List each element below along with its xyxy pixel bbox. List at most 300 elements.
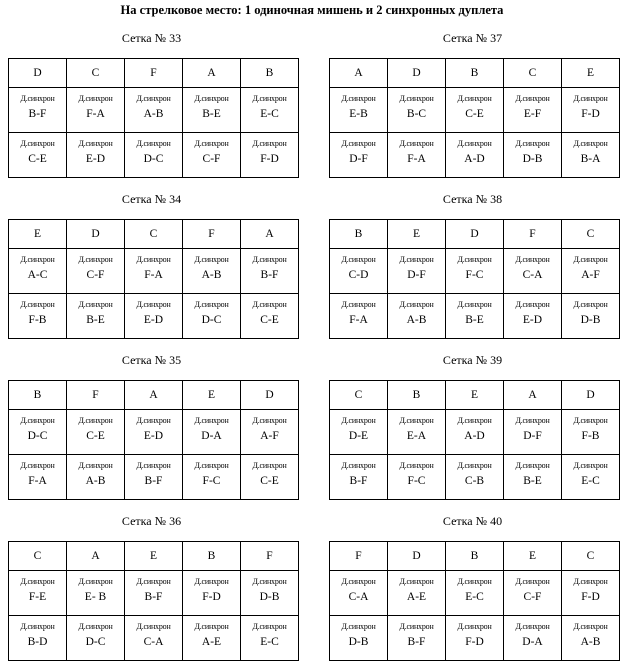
doublet-label: Д.синхрон	[20, 416, 55, 425]
single-target-row	[330, 220, 620, 249]
doublet-value: D-F	[407, 269, 426, 281]
doublet-value: B-F	[260, 269, 279, 281]
single-target-cell: E	[183, 381, 241, 410]
grid-block	[8, 353, 295, 500]
doublet-cell	[504, 294, 562, 339]
doublet-value: B-D	[27, 636, 48, 648]
doublet-row	[9, 410, 299, 455]
doublet-label: Д.синхрон	[78, 416, 113, 425]
doublet-value: A-F	[260, 430, 279, 442]
doublet-cell	[183, 410, 241, 455]
grid-table	[8, 380, 299, 500]
doublet-value: E-D	[143, 430, 164, 442]
doublet-cell	[125, 88, 183, 133]
doublet-cell	[330, 616, 388, 661]
doublet-row	[330, 249, 620, 294]
doublet-cell	[562, 410, 620, 455]
doublet-value: D-E	[348, 430, 369, 442]
doublet-label: Д.синхрон	[136, 461, 171, 470]
doublet-cell	[67, 455, 125, 500]
doublet-cell	[241, 88, 299, 133]
doublet-cell	[125, 133, 183, 178]
doublet-row	[9, 571, 299, 616]
grid-block	[8, 514, 295, 661]
single-target-cell: D	[446, 220, 504, 249]
doublet-cell	[183, 455, 241, 500]
single-target-cell: E	[504, 542, 562, 571]
single-target-cell: D	[562, 381, 620, 410]
doublet-row	[9, 294, 299, 339]
doublet-label: Д.синхрон	[136, 255, 171, 264]
doublet-value: F-D	[260, 153, 279, 165]
doublet-value: B-E	[86, 314, 105, 326]
doublet-label: Д.синхрон	[252, 416, 287, 425]
doublet-cell	[125, 410, 183, 455]
doublet-value: A-E	[406, 591, 427, 603]
single-target-cell: C	[67, 59, 125, 88]
doublet-label: Д.синхрон	[341, 139, 376, 148]
doublet-value: D-B	[348, 636, 369, 648]
doublet-value: F-A	[144, 269, 163, 281]
single-target-cell: D	[241, 381, 299, 410]
doublet-label: Д.синхрон	[457, 461, 492, 470]
grid-table	[8, 58, 299, 178]
doublet-cell	[241, 133, 299, 178]
doublet-cell	[388, 294, 446, 339]
doublet-value: D-F	[349, 153, 368, 165]
doublet-cell	[446, 616, 504, 661]
doublet-value: E-D	[522, 314, 543, 326]
doublet-cell	[241, 249, 299, 294]
doublet-value: F-C	[465, 269, 484, 281]
doublet-value: D-B	[522, 153, 543, 165]
doublet-value: B-A	[580, 153, 601, 165]
grid-block	[8, 31, 295, 178]
doublet-label: Д.синхрон	[78, 622, 113, 631]
doublet-cell	[183, 88, 241, 133]
doublet-value: F-C	[202, 475, 221, 487]
doublet-row	[9, 455, 299, 500]
doublet-label: Д.синхрон	[457, 416, 492, 425]
grid-title: Сетка № 33	[121, 31, 182, 45]
single-target-cell: B	[241, 59, 299, 88]
doublet-label: Д.синхрон	[457, 139, 492, 148]
doublet-label: Д.синхрон	[399, 622, 434, 631]
doublet-label: Д.синхрон	[341, 416, 376, 425]
doublet-label: Д.синхрон	[194, 255, 229, 264]
doublet-label: Д.синхрон	[78, 255, 113, 264]
doublet-label: Д.синхрон	[399, 139, 434, 148]
doublet-label: Д.синхрон	[341, 622, 376, 631]
doublet-cell	[446, 88, 504, 133]
doublet-value: C-E	[465, 108, 484, 120]
doublet-label: Д.синхрон	[573, 300, 608, 309]
doublet-value: E-B	[349, 108, 368, 120]
doublet-value: D-C	[143, 153, 164, 165]
doublet-label: Д.синхрон	[341, 461, 376, 470]
doublet-value: F-B	[28, 314, 47, 326]
doublet-value: D-A	[522, 636, 543, 648]
doublet-label: Д.синхрон	[20, 255, 55, 264]
doublet-label: Д.синхрон	[457, 94, 492, 103]
doublet-row	[330, 616, 620, 661]
doublet-label: Д.синхрон	[194, 461, 229, 470]
doublet-cell	[183, 294, 241, 339]
doublet-label: Д.синхрон	[573, 461, 608, 470]
doublet-value: F-B	[581, 430, 600, 442]
doublet-value: D-B	[580, 314, 601, 326]
single-target-cell: F	[125, 59, 183, 88]
doublet-value: D-B	[259, 591, 280, 603]
doublet-label: Д.синхрон	[194, 300, 229, 309]
doublet-cell	[67, 410, 125, 455]
doublet-value: B-F	[144, 475, 163, 487]
grid-title: Сетка № 34	[121, 192, 182, 206]
doublet-cell	[183, 571, 241, 616]
doublet-label: Д.синхрон	[399, 416, 434, 425]
page-title: На стрелковое место: 1 одиночная мишень и 2 синхронных дуплета	[120, 3, 504, 17]
doublet-row	[330, 133, 620, 178]
doublet-cell	[330, 133, 388, 178]
doublet-value: F-E	[28, 591, 47, 603]
doublet-cell	[330, 294, 388, 339]
doublet-label: Д.синхрон	[78, 139, 113, 148]
doublet-value: E-C	[260, 636, 279, 648]
grid-title: Сетка № 36	[121, 514, 182, 528]
doublet-cell	[446, 571, 504, 616]
doublet-cell	[183, 133, 241, 178]
doublet-value: C-E	[28, 153, 47, 165]
doublet-cell	[125, 249, 183, 294]
doublet-cell	[504, 455, 562, 500]
single-target-cell: D	[9, 59, 67, 88]
doublet-cell	[241, 616, 299, 661]
doublet-cell	[504, 410, 562, 455]
single-target-cell: E	[562, 59, 620, 88]
grid-table	[329, 58, 620, 178]
single-target-cell: F	[183, 220, 241, 249]
doublet-label: Д.синхрон	[515, 94, 550, 103]
doublet-value: C-B	[464, 475, 485, 487]
doublet-label: Д.синхрон	[341, 255, 376, 264]
doublet-row	[9, 88, 299, 133]
doublet-cell	[562, 133, 620, 178]
doublet-value: E-C	[260, 108, 279, 120]
doublet-value: C-D	[348, 269, 369, 281]
doublet-label: Д.синхрон	[515, 622, 550, 631]
doublet-label: Д.синхрон	[78, 577, 113, 586]
doublet-value: F-A	[28, 475, 47, 487]
doublet-label: Д.синхрон	[341, 300, 376, 309]
doublet-cell	[446, 133, 504, 178]
doublet-value: B-E	[465, 314, 484, 326]
doublet-value: E-C	[465, 591, 484, 603]
doublet-label: Д.синхрон	[78, 461, 113, 470]
doublet-cell	[67, 88, 125, 133]
single-target-cell: C	[125, 220, 183, 249]
single-target-cell: C	[504, 59, 562, 88]
single-target-cell: B	[9, 381, 67, 410]
doublet-label: Д.синхрон	[399, 577, 434, 586]
doublet-value: C-E	[260, 314, 279, 326]
doublet-label: Д.синхрон	[515, 300, 550, 309]
grid-title: Сетка № 40	[442, 514, 503, 528]
doublet-label: Д.синхрон	[252, 461, 287, 470]
doublet-value: F-D	[581, 591, 600, 603]
single-target-cell: A	[241, 220, 299, 249]
doublet-value: C-E	[260, 475, 279, 487]
doublet-label: Д.синхрон	[78, 94, 113, 103]
doublet-label: Д.синхрон	[573, 94, 608, 103]
doublet-cell	[125, 616, 183, 661]
doublet-row	[330, 455, 620, 500]
single-target-cell: D	[388, 59, 446, 88]
grid-table	[329, 219, 620, 339]
doublet-cell	[67, 249, 125, 294]
doublet-value: E-D	[85, 153, 106, 165]
single-target-cell: B	[446, 59, 504, 88]
grid-title: Сетка № 35	[121, 353, 182, 367]
doublet-cell	[388, 88, 446, 133]
single-target-cell: A	[330, 59, 388, 88]
doublet-cell	[388, 571, 446, 616]
single-target-row	[330, 381, 620, 410]
doublet-label: Д.синхрон	[252, 577, 287, 586]
doublet-cell	[388, 133, 446, 178]
doublet-cell	[330, 571, 388, 616]
doublet-value: A-B	[580, 636, 601, 648]
grid-block	[329, 31, 616, 178]
doublet-label: Д.синхрон	[20, 577, 55, 586]
doublet-label: Д.синхрон	[399, 300, 434, 309]
doublet-cell	[125, 294, 183, 339]
doublet-cell	[388, 616, 446, 661]
single-target-cell: B	[183, 542, 241, 571]
grid-table	[329, 380, 620, 500]
doublet-label: Д.синхрон	[20, 94, 55, 103]
doublet-value: A-E	[201, 636, 222, 648]
grid-table	[329, 541, 620, 661]
single-target-cell: F	[330, 542, 388, 571]
doublet-cell	[9, 455, 67, 500]
single-target-cell: A	[504, 381, 562, 410]
grid-title: Сетка № 37	[442, 31, 503, 45]
single-target-cell: A	[67, 542, 125, 571]
doublet-cell	[388, 410, 446, 455]
doublet-cell	[125, 455, 183, 500]
doublet-label: Д.синхрон	[252, 94, 287, 103]
doublet-cell	[125, 571, 183, 616]
single-target-cell: A	[183, 59, 241, 88]
doublet-label: Д.синхрон	[457, 300, 492, 309]
doublet-value: F-C	[407, 475, 426, 487]
doublet-label: Д.синхрон	[78, 300, 113, 309]
doublet-value: F-D	[202, 591, 221, 603]
doublet-value: E-F	[523, 108, 542, 120]
doublet-value: D-F	[523, 430, 542, 442]
grid-table	[8, 219, 299, 339]
doublet-cell	[183, 616, 241, 661]
doublet-value: F-D	[465, 636, 484, 648]
doublet-label: Д.синхрон	[20, 300, 55, 309]
doublet-value: E-D	[143, 314, 164, 326]
grid-block	[8, 192, 295, 339]
doublet-value: D-C	[27, 430, 48, 442]
doublet-label: Д.синхрон	[341, 577, 376, 586]
doublet-value: F-A	[407, 153, 426, 165]
doublet-label: Д.синхрон	[194, 139, 229, 148]
doublet-value: D-A	[201, 430, 222, 442]
doublet-cell	[562, 88, 620, 133]
doublet-value: A-D	[464, 153, 485, 165]
doublet-value: D-C	[201, 314, 222, 326]
doublet-cell	[67, 616, 125, 661]
doublet-cell	[9, 294, 67, 339]
single-target-cell: A	[125, 381, 183, 410]
single-target-cell: B	[330, 220, 388, 249]
doublet-cell	[9, 249, 67, 294]
single-target-cell: D	[388, 542, 446, 571]
doublet-label: Д.синхрон	[515, 416, 550, 425]
doublet-value: C-F	[523, 591, 542, 603]
single-target-cell: E	[9, 220, 67, 249]
doublet-cell	[504, 616, 562, 661]
doublet-label: Д.синхрон	[20, 461, 55, 470]
doublet-cell	[9, 88, 67, 133]
doublet-row	[330, 571, 620, 616]
doublet-label: Д.синхрон	[136, 577, 171, 586]
doublet-label: Д.синхрон	[252, 139, 287, 148]
doublet-value: F-D	[581, 108, 600, 120]
grid-table	[8, 541, 299, 661]
doublet-label: Д.синхрон	[252, 622, 287, 631]
doublet-row	[330, 294, 620, 339]
doublet-label: Д.синхрон	[573, 255, 608, 264]
doublet-label: Д.синхрон	[194, 577, 229, 586]
doublet-cell	[67, 133, 125, 178]
grid-block	[329, 514, 616, 661]
doublet-label: Д.синхрон	[457, 577, 492, 586]
doublet-cell	[504, 249, 562, 294]
grid-title: Сетка № 38	[442, 192, 503, 206]
doublet-cell	[446, 410, 504, 455]
doublet-value: B-F	[407, 636, 426, 648]
doublet-value: B-C	[406, 108, 427, 120]
doublet-cell	[446, 294, 504, 339]
single-target-cell: C	[562, 220, 620, 249]
doublet-value: A-B	[85, 475, 106, 487]
doublet-label: Д.синхрон	[573, 577, 608, 586]
doublet-label: Д.синхрон	[515, 461, 550, 470]
doublet-value: A-F	[581, 269, 600, 281]
doublet-value: A-C	[27, 269, 48, 281]
doublet-value: B-F	[144, 591, 163, 603]
grid-block	[329, 192, 616, 339]
doublet-value: C-E	[86, 430, 105, 442]
doublet-value: C-A	[522, 269, 543, 281]
doublet-cell	[67, 294, 125, 339]
single-target-row	[9, 542, 299, 571]
doublet-cell	[388, 249, 446, 294]
doublet-row	[9, 249, 299, 294]
doublet-row	[330, 410, 620, 455]
doublet-label: Д.синхрон	[136, 300, 171, 309]
doublet-cell	[562, 571, 620, 616]
single-target-cell: E	[125, 542, 183, 571]
doublet-label: Д.синхрон	[194, 94, 229, 103]
single-target-row	[9, 381, 299, 410]
doublet-cell	[562, 616, 620, 661]
doublet-value: C-F	[86, 269, 105, 281]
doublet-label: Д.синхрон	[136, 139, 171, 148]
doublet-cell	[9, 616, 67, 661]
doublet-cell	[9, 410, 67, 455]
doublet-cell	[241, 571, 299, 616]
doublet-cell	[330, 410, 388, 455]
doublet-label: Д.синхрон	[20, 139, 55, 148]
doublet-value: B-E	[202, 108, 221, 120]
single-target-cell: C	[330, 381, 388, 410]
doublet-label: Д.синхрон	[252, 300, 287, 309]
single-target-cell: F	[504, 220, 562, 249]
doublet-value: D-C	[85, 636, 106, 648]
doublet-cell	[183, 249, 241, 294]
doublet-label: Д.синхрон	[573, 416, 608, 425]
doublet-value: A-D	[464, 430, 485, 442]
doublet-label: Д.синхрон	[194, 416, 229, 425]
doublet-label: Д.синхрон	[136, 94, 171, 103]
doublet-row	[330, 88, 620, 133]
doublet-value: C-A	[143, 636, 164, 648]
doublet-value: C-A	[348, 591, 369, 603]
doublet-label: Д.синхрон	[136, 416, 171, 425]
doublet-value: C-F	[202, 153, 221, 165]
doublet-value: E-A	[406, 430, 427, 442]
single-target-cell: E	[388, 220, 446, 249]
doublet-cell	[562, 249, 620, 294]
doublet-value: B-F	[28, 108, 47, 120]
doublet-value: E-C	[581, 475, 600, 487]
single-target-cell: F	[67, 381, 125, 410]
doublet-label: Д.синхрон	[399, 94, 434, 103]
single-target-cell: B	[446, 542, 504, 571]
doublet-cell	[562, 455, 620, 500]
doublet-cell	[67, 571, 125, 616]
grid-block	[329, 353, 616, 500]
doublet-value: B-E	[523, 475, 542, 487]
grid-title: Сетка № 39	[442, 353, 503, 367]
doublet-label: Д.синхрон	[457, 255, 492, 264]
doublet-cell	[241, 410, 299, 455]
single-target-row	[330, 59, 620, 88]
doublet-label: Д.синхрон	[399, 255, 434, 264]
doublet-cell	[504, 133, 562, 178]
doublet-cell	[9, 571, 67, 616]
single-target-cell: F	[241, 542, 299, 571]
doublet-label: Д.синхрон	[457, 622, 492, 631]
doublet-value: A-B	[201, 269, 222, 281]
doublet-cell	[446, 455, 504, 500]
doublet-value: A-B	[406, 314, 427, 326]
doublet-cell	[241, 294, 299, 339]
doublet-row	[9, 133, 299, 178]
doublet-row	[9, 616, 299, 661]
doublet-label: Д.синхрон	[399, 461, 434, 470]
doublet-label: Д.синхрон	[252, 255, 287, 264]
doublet-label: Д.синхрон	[515, 255, 550, 264]
doublet-cell	[241, 455, 299, 500]
single-target-row	[9, 59, 299, 88]
